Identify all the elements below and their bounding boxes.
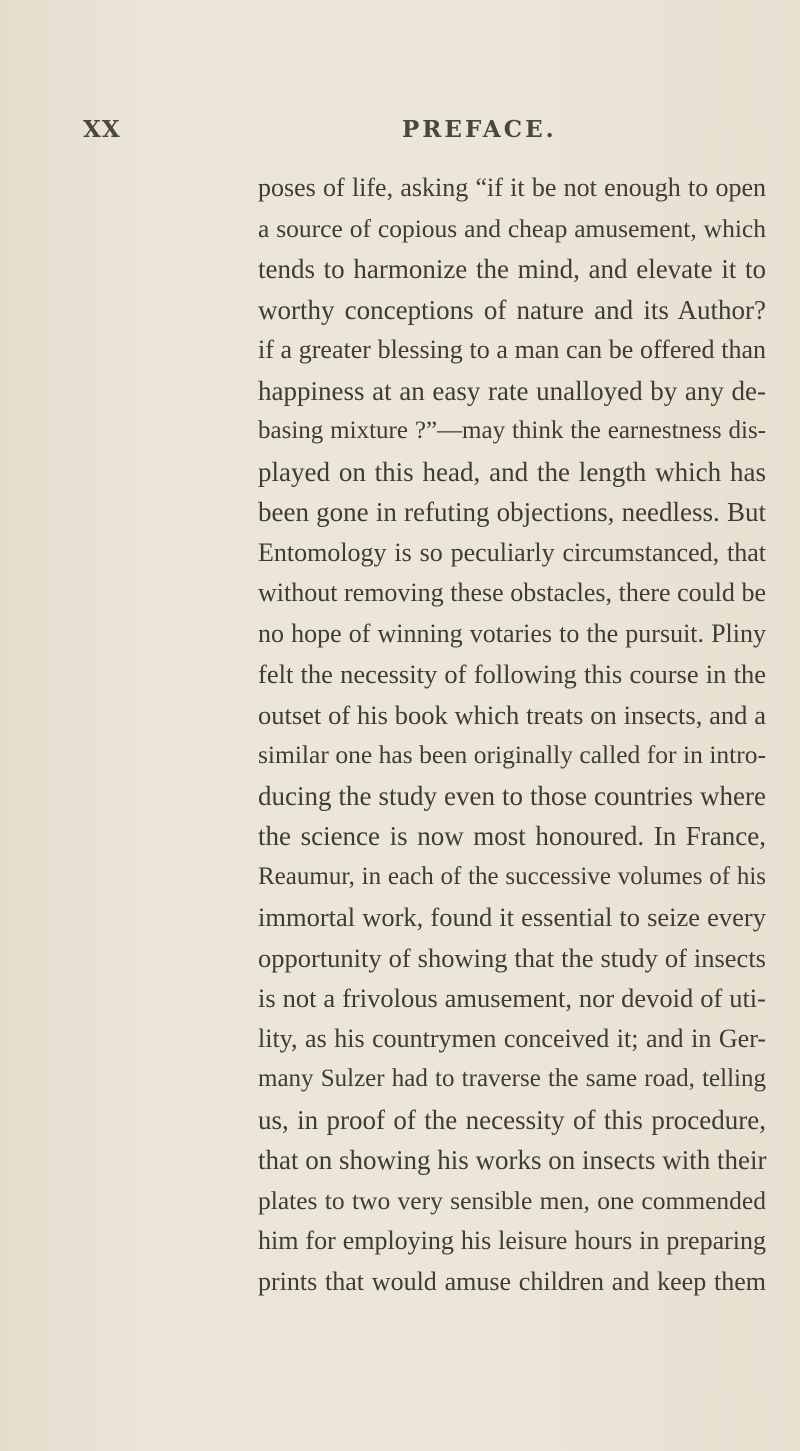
text-line: similar one has been originally called for in intro- (258, 740, 766, 769)
text-line: that on showing his works on insects with their (258, 1145, 767, 1175)
text-line: a source of copious and cheap amusement, which (258, 213, 766, 243)
text-line: played on this head, and the length which has (258, 456, 766, 487)
text-line: without removing these obstacles, there could be (258, 578, 766, 607)
text-line: immortal work, found it essential to seize every (258, 902, 766, 932)
text-line: many Sulzer had to traverse the same road, telling (258, 1065, 766, 1092)
text-line: worthy conceptions of nature and its Author? (258, 294, 766, 325)
running-head: PREFACE. (402, 116, 557, 143)
text-line: tends to harmonize the mind, and elevate it to (258, 254, 766, 284)
body-text (258, 168, 766, 1302)
text-line: Entomology is so peculiarly circumstanced, that (258, 537, 766, 567)
text-line: is not a frivolous amusement, nor devoid of uti- (258, 983, 766, 1013)
text-line: ducing the study even to those countries where (258, 780, 766, 811)
text-line: no hope of winning votaries to the pursuit. Pliny (258, 618, 766, 648)
text-line: us, in proof of the necessity of this procedure, (258, 1104, 766, 1135)
text-line: if a greater blessing to a man can be offered than (258, 335, 766, 364)
text-line: lity, as his countrymen conceived it; and in Ger- (258, 1023, 766, 1053)
text-line: prints that would amuse children and keep them (258, 1266, 766, 1296)
text-line: felt the necessity of following this course in the (258, 659, 766, 689)
text-line: outset of his book which treats on insects, and a (258, 699, 766, 730)
text-line: him for employing his leisure hours in preparing (258, 1226, 766, 1255)
text-line: poses of life, asking “if it be not enough to open (258, 173, 766, 202)
page-header (0, 116, 800, 156)
text-line: basing mixture ?”—may think the earnestness dis- (258, 417, 766, 444)
text-line: opportunity of showing that the study of insects (258, 942, 766, 973)
page-number: XX (83, 116, 121, 143)
text-line: Reaumur, in each of the successive volumes of his (258, 862, 766, 890)
text-line: happiness at an easy rate unalloyed by any de- (258, 375, 766, 406)
text-line: the science is now most honoured. In France, (258, 821, 766, 851)
text-line: plates to two very sensible men, one commended (258, 1185, 766, 1215)
text-line: been gone in refuting objections, needless. But (258, 497, 766, 527)
